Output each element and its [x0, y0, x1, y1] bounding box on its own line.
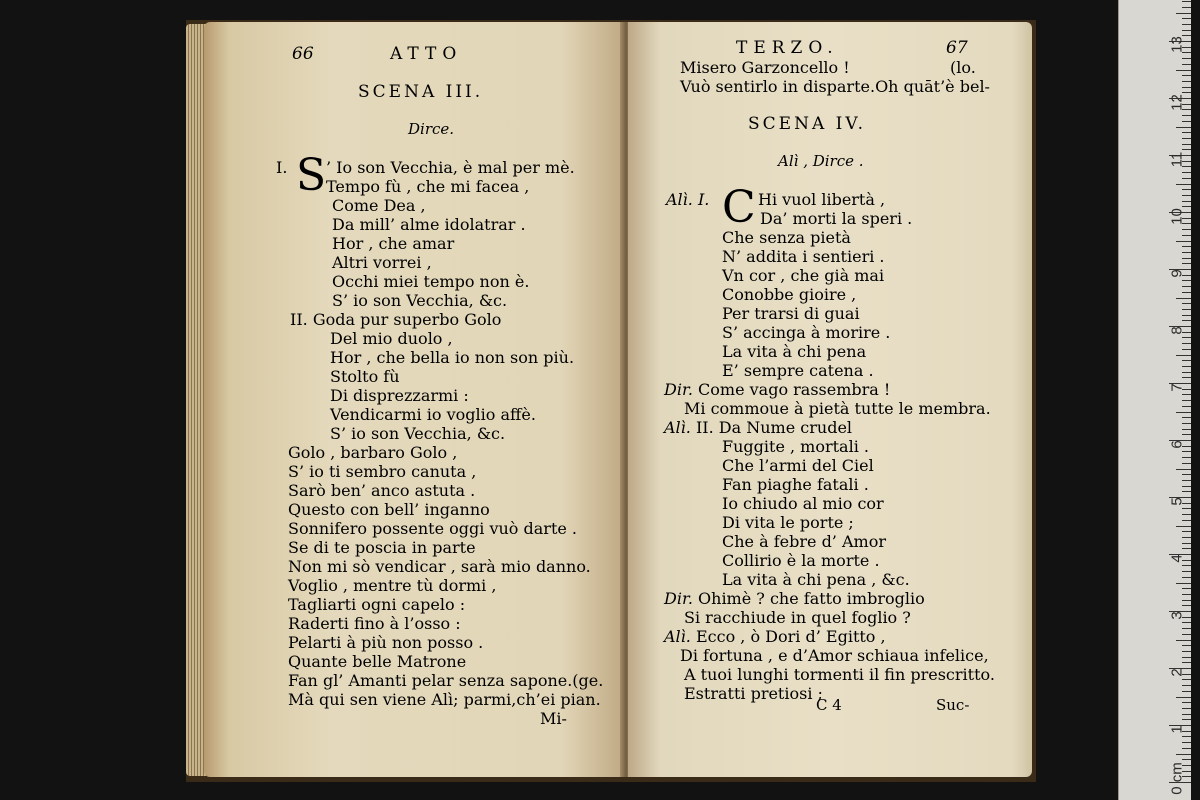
- ruler-tick: [1176, 241, 1191, 242]
- ruler-number: 10: [1168, 208, 1186, 225]
- verse-line: Che l’armi del Ciel: [722, 456, 874, 475]
- verse-line: Da’ morti la speri .: [760, 209, 913, 228]
- ruler-tick: [1182, 121, 1191, 122]
- ruler-tick: [1182, 144, 1191, 145]
- speaker-label: Alì. I.: [666, 190, 710, 209]
- ruler-tick: [1182, 429, 1191, 430]
- ruler-tick: [1182, 229, 1191, 230]
- left-scene-title: SCENA III.: [358, 82, 484, 102]
- ruler-tick: [1182, 189, 1191, 190]
- verse-line: Di disprezzarmi :: [330, 386, 469, 405]
- ruler-tick: [1182, 64, 1191, 65]
- ruler-tick: [1182, 343, 1191, 344]
- ruler-tick: [1182, 372, 1191, 373]
- ruler-tick: [1182, 138, 1191, 139]
- dialogue-line: Si racchiude in quel foglio ?: [684, 608, 911, 627]
- ruler-number: 13: [1168, 36, 1186, 53]
- ruler-tick: [1176, 298, 1191, 299]
- ruler-tick: [1182, 87, 1191, 88]
- ruler-tick: [1182, 600, 1191, 601]
- ruler-tick: [1182, 457, 1191, 458]
- ruler-tick: [1176, 469, 1191, 470]
- signature-mark: C 4: [816, 696, 842, 714]
- verse-line: Hi vuol libertà ,: [758, 190, 886, 209]
- left-speaker: Dirce.: [408, 120, 455, 138]
- verse-line: Da mill’ alme idolatrar .: [332, 215, 526, 234]
- ruler-tick: [1176, 412, 1191, 413]
- ruler-tick: [1182, 474, 1191, 475]
- ruler-tick: [1176, 583, 1191, 584]
- verse-line: Di vita le porte ;: [722, 513, 854, 532]
- ruler-tick: [1182, 406, 1191, 407]
- verse-line: Occhi miei tempo non è.: [332, 272, 530, 291]
- ruler-tick: [1182, 708, 1191, 709]
- ruler-tick: [1182, 628, 1191, 629]
- dialogue-line: Estratti pretiosi ;: [684, 684, 823, 703]
- ruler-tick: [1182, 315, 1191, 316]
- ruler-tick: [1182, 543, 1191, 544]
- ruler-tick: [1182, 685, 1191, 686]
- ruler-number: 8: [1168, 326, 1186, 335]
- ruler-tick: [1182, 594, 1191, 595]
- verse-line: Hor , che bella io non son più.: [330, 348, 575, 367]
- ruler-number: 1: [1168, 725, 1186, 734]
- ruler-tick: [1182, 645, 1191, 646]
- verse-line: Fan gl’ Amanti pelar senza sapone.(ge.: [288, 671, 604, 690]
- ruler-tick: [1182, 246, 1191, 247]
- right-scene-title: SCENA IV.: [748, 114, 867, 134]
- verse-line: Hor , che amar: [332, 234, 455, 253]
- left-page-number: 66: [292, 44, 314, 64]
- verse-line: Che à febre d’ Amor: [722, 532, 886, 551]
- carry-line: Misero Garzoncello !: [680, 58, 850, 77]
- verse-line: S’ accinga à morire .: [722, 323, 891, 342]
- verse-line: Quante belle Matrone: [288, 652, 467, 671]
- right-running-head: TERZO.: [736, 38, 839, 58]
- left-running-head: ATTO: [390, 44, 463, 64]
- ruler-tick: [1182, 531, 1191, 532]
- catchword: Mi-: [540, 709, 567, 728]
- stanza-numeral: I.: [276, 158, 288, 177]
- verse-line: Vendicarmi io voglio affè.: [330, 405, 536, 424]
- dialogue-line: A tuoi lunghi tormenti il fin prescritto.: [684, 665, 995, 684]
- ruler-tick: [1176, 754, 1191, 755]
- carry-line: Vuò sentirlo in disparte.Oh quāt’è bel-: [680, 77, 990, 96]
- ruler-tick: [1182, 360, 1191, 361]
- ruler-tick: [1182, 235, 1191, 236]
- verse-line: Pelarti à più non posso .: [288, 633, 484, 652]
- ruler-tick: [1182, 486, 1191, 487]
- ruler-tick: [1182, 258, 1191, 259]
- ruler-tick: [1182, 303, 1191, 304]
- ruler-tick: [1182, 286, 1191, 287]
- dialogue-line: Dir. Come vago rassembra !: [664, 380, 891, 399]
- right-page-number: 67: [946, 38, 968, 58]
- ruler-number: 6: [1168, 440, 1186, 449]
- verse-line: Per trarsi di guai: [722, 304, 860, 323]
- verse-line: Che senza pietà: [722, 228, 851, 247]
- ruler-tick: [1182, 423, 1191, 424]
- ruler-tick: [1182, 172, 1191, 173]
- ruler-tick: [1182, 748, 1191, 749]
- verse-line: Fuggite , mortali .: [722, 437, 869, 456]
- ruler-tick: [1182, 81, 1191, 82]
- ruler-tick: [1182, 1, 1191, 2]
- ruler-tick: [1176, 355, 1191, 356]
- ruler-tick: [1182, 714, 1191, 715]
- ruler-tick: [1182, 292, 1191, 293]
- verse-line: Conobbe gioire ,: [722, 285, 857, 304]
- verse-line: La vita à chi pena: [722, 342, 867, 361]
- verse-line: S’ io son Vecchia, &c.: [332, 291, 508, 310]
- verse-line: E’ sempre catena .: [722, 361, 874, 380]
- ruler-tick: [1182, 571, 1191, 572]
- right-speakers: Alì , Dirce .: [778, 152, 864, 170]
- ruler-tick: [1182, 18, 1191, 19]
- carry-suffix: (lo.: [950, 58, 976, 77]
- ruler-tick: [1182, 657, 1191, 658]
- verse-line: N’ addita i sentieri .: [722, 247, 885, 266]
- ruler-tick: [1182, 58, 1191, 59]
- ruler-number: 5: [1168, 497, 1186, 506]
- drop-cap-c: C: [722, 182, 756, 233]
- ruler-tick: [1176, 127, 1191, 128]
- drop-cap-s: S: [296, 150, 327, 201]
- verse-line: Se di te poscia in parte: [288, 538, 476, 557]
- verse-line: Altri vorrei ,: [332, 253, 432, 272]
- ruler-tick: [1182, 30, 1191, 31]
- ruler-tick: [1182, 520, 1191, 521]
- verse-line: La vita à chi pena , &c.: [722, 570, 910, 589]
- verse-line: Fan piaghe fatali .: [722, 475, 869, 494]
- ruler-tick: [1176, 184, 1191, 185]
- ruler-tick: [1182, 417, 1191, 418]
- verse-line: Raderti fino à l’osso :: [288, 614, 461, 633]
- ruler-tick: [1182, 514, 1191, 515]
- verse-line: S’ io ti sembro canuta ,: [288, 462, 477, 481]
- ruler-number: 0 cm: [1168, 762, 1186, 795]
- dialogue-line: Mi commoue à pietà tutte le membra.: [684, 399, 991, 418]
- dialogue-line: Alì. II. Da Nume crudel: [664, 418, 853, 437]
- ruler-tick: [1182, 252, 1191, 253]
- verse-line: Sarò ben’ anco astuta .: [288, 481, 476, 500]
- ruler-tick: [1176, 526, 1191, 527]
- verse-line: Stolto fù: [330, 367, 400, 386]
- ruler-tick: [1182, 178, 1191, 179]
- ruler-tick: [1182, 349, 1191, 350]
- ruler-tick: [1182, 588, 1191, 589]
- ruler-tick: [1182, 195, 1191, 196]
- ruler-number: 4: [1168, 554, 1186, 563]
- ruler-number: 2: [1168, 668, 1186, 677]
- verse-line: Del mio duolo ,: [330, 329, 453, 348]
- ruler-tick: [1182, 651, 1191, 652]
- verse-line: Come Dea ,: [332, 196, 426, 215]
- ruler-tick: [1182, 309, 1191, 310]
- ruler-tick: [1182, 24, 1191, 25]
- verse-line: Golo , barbaro Golo ,: [288, 443, 458, 462]
- dialogue-line: Di fortuna , e d’Amor schiaua infelice,: [680, 646, 989, 665]
- verse-line: Tagliarti ogni capelo :: [288, 595, 466, 614]
- verse-line: Voglio , mentre tù dormi ,: [288, 576, 497, 595]
- ruler-tick: [1182, 400, 1191, 401]
- ruler-tick: [1176, 70, 1191, 71]
- ruler-number: 11: [1168, 151, 1186, 168]
- catchword: Suc-: [936, 696, 970, 714]
- ruler-tick: [1182, 75, 1191, 76]
- verse-line: Sonnifero possente oggi vuò darte .: [288, 519, 578, 538]
- page-edges: [186, 24, 206, 776]
- ruler-number: 7: [1168, 383, 1186, 392]
- ruler-tick: [1182, 201, 1191, 202]
- verse-line: Io chiudo al mio cor: [722, 494, 884, 513]
- dialogue-line: Dir. Ohimè ? che fatto imbroglio: [664, 589, 925, 608]
- ruler-tick: [1182, 480, 1191, 481]
- dialogue-line: Alì. Ecco , ò Dori d’ Egitto ,: [664, 627, 886, 646]
- ruler-tick: [1182, 702, 1191, 703]
- verse-line: Tempo fù , che mi facea ,: [326, 177, 530, 196]
- verse-line: Mà qui sen viene Alì; parmi,ch’ei pian.: [288, 690, 601, 709]
- ruler-tick: [1182, 463, 1191, 464]
- verse-line: S’ io son Vecchia, &c.: [330, 424, 506, 443]
- ruler-tick: [1176, 697, 1191, 698]
- ruler-tick: [1182, 132, 1191, 133]
- verse-line: ’ Io son Vecchia, è mal per mè.: [326, 158, 575, 177]
- verse-line: Non mi sò vendicar , sarà mio danno.: [288, 557, 591, 576]
- verse-line: Collirio è la morte .: [722, 551, 880, 570]
- measuring-ruler: [1118, 0, 1191, 800]
- ruler-tick: [1176, 13, 1191, 14]
- ruler-number: 12: [1168, 94, 1186, 111]
- ruler-tick: [1182, 115, 1191, 116]
- ruler-tick: [1182, 634, 1191, 635]
- ruler-number: 9: [1168, 269, 1186, 278]
- ruler-tick: [1182, 691, 1191, 692]
- ruler-tick: [1182, 366, 1191, 367]
- verse-line: Questo con bell’ inganno: [288, 500, 490, 519]
- ruler-tick: [1182, 577, 1191, 578]
- ruler-tick: [1182, 742, 1191, 743]
- verse-line: II. Goda pur superbo Golo: [290, 310, 502, 329]
- verse-line: Vn cor , che già mai: [722, 266, 885, 285]
- ruler-number: 3: [1168, 611, 1186, 620]
- ruler-tick: [1176, 640, 1191, 641]
- ruler-tick: [1182, 7, 1191, 8]
- ruler-tick: [1182, 537, 1191, 538]
